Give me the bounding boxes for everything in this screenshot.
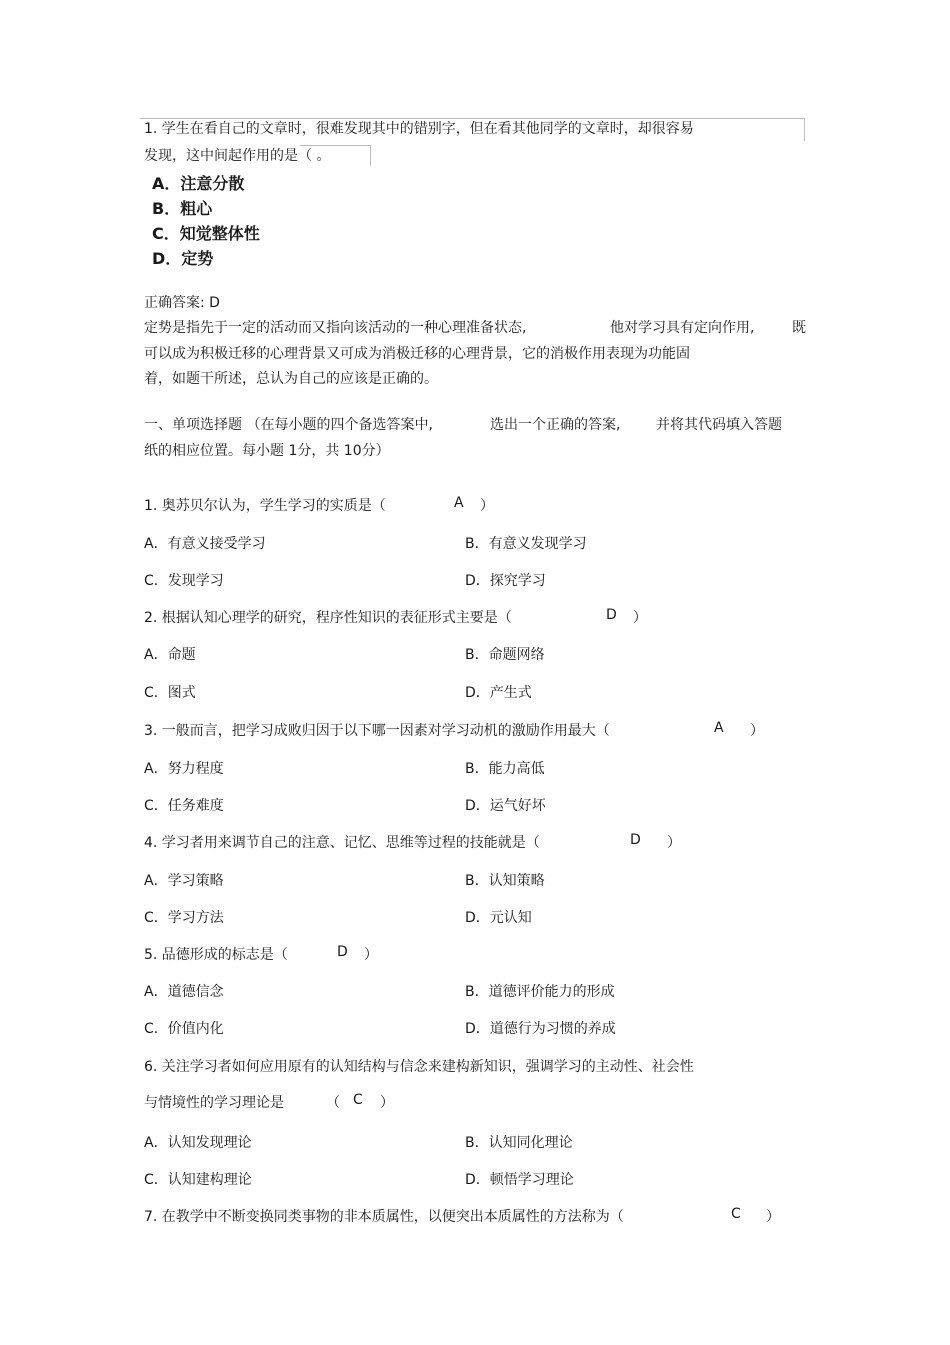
question-6-close: ） (380, 1095, 394, 1111)
question-3-option-a: A．努力程度 (144, 761, 224, 777)
question-5-answer: D (337, 944, 348, 960)
question-4-option-d: D．元认知 (465, 910, 532, 926)
question-2-option-d: D．产生式 (465, 685, 532, 701)
section-heading-a: 一、单项选择题 （在每小题的四个备选答案中, (144, 417, 433, 433)
question-1-option-a: A．有意义接受学习 (144, 536, 266, 552)
question-5-option-c: C．价值内化 (144, 1021, 224, 1037)
question-3-stem: 3. 一般而言，把学习成败归因于以下哪一因素对学习动机的激励作用最大（ (144, 723, 610, 739)
question-3-option-d: D．运气好坏 (465, 798, 546, 814)
question-3-option-c: C．任务难度 (144, 798, 224, 814)
question-5-close: ） (364, 947, 378, 963)
question-6-stem: 6. 关注学习者如何应用原有的认知结构与信念来建构新知识，强调学习的主动性、社会性 (144, 1059, 694, 1075)
question-6-option-b: B．认知同化理论 (465, 1135, 573, 1151)
question-5-option-d: D．道德行为习惯的养成 (465, 1021, 616, 1037)
question-1-stem: 1. 奥苏贝尔认为，学生学习的实质是（ (144, 498, 386, 514)
question-6-stem-line2: 与情境性的学习理论是 (144, 1095, 284, 1111)
question-1-option-c: C．发现学习 (144, 573, 224, 589)
question-6-option-a: A．认知发现理论 (144, 1135, 252, 1151)
intro-option-d: D．定势 (152, 249, 214, 268)
explanation-line1a: 定势是指先于一定的活动而又指向该活动的一种心理准备状态, (144, 320, 527, 336)
question-2-close: ） (633, 610, 647, 626)
question-2-answer: D (606, 607, 617, 623)
question-3-answer: A (714, 720, 724, 736)
question-5-stem: 5. 品德形成的标志是（ (144, 947, 288, 963)
question-6-answer: C (353, 1092, 363, 1108)
question-2-stem: 2. 根据认知心理学的研究，程序性知识的表征形式主要是（ (144, 610, 512, 626)
question-7-stem: 7. 在教学中不断变换同类事物的非本质属性，以便突出本质属性的方法称为（ (144, 1209, 624, 1225)
question-2-option-a: A．命题 (144, 647, 196, 663)
question-1-option-d: D．探究学习 (465, 573, 546, 589)
section-heading-c: 并将其代码填入答题 (656, 417, 782, 433)
intro-question-line1: 1. 学生在看自己的文章时，很难发现其中的错别字，但在看其他同学的文章时，却很容易 (144, 121, 694, 137)
question-1-option-b: B．有意义发现学习 (465, 536, 587, 552)
explanation-line1b: 他对学习具有定向作用, (610, 320, 755, 336)
question-2-option-b: B．命题网络 (465, 647, 545, 663)
intro-option-a: A．注意分散 (152, 174, 245, 193)
question-4-answer: D (630, 832, 641, 848)
question-6-option-d: D．顿悟学习理论 (465, 1172, 574, 1188)
question-5-option-a: A．道德信念 (144, 984, 224, 1000)
question-7-close: ） (766, 1209, 780, 1225)
correct-answer: 正确答案: D (144, 295, 220, 311)
question-4-option-c: C．学习方法 (144, 910, 224, 926)
intro-option-c: C．知觉整体性 (152, 224, 260, 243)
intro-question-line2: 发现，这中间起作用的是（ 。 (144, 148, 331, 164)
question-2-option-c: C．图式 (144, 685, 196, 701)
question-6-option-c: C．认知建构理论 (144, 1172, 252, 1188)
question-4-option-b: B．认知策略 (465, 873, 545, 889)
question-4-option-a: A．学习策略 (144, 873, 224, 889)
question-7-answer: C (731, 1206, 741, 1222)
question-6-open: （ (326, 1095, 340, 1111)
section-heading-b: 选出一个正确的答案, (490, 417, 621, 433)
intro-option-b: B．粗心 (152, 199, 213, 218)
question-4-close: ） (667, 835, 681, 851)
explanation-line1c: 既 (792, 320, 806, 336)
explanation-line2: 可以成为积极迁移的心理背景又可成为消极迁移的心理背景，它的消极作用表现为功能固 (144, 346, 690, 362)
question-1-close: ） (480, 498, 494, 514)
explanation-line3: 着，如题干所述，总认为自己的应该是正确的。 (144, 371, 438, 387)
question-3-option-b: B．能力高低 (465, 761, 545, 777)
question-1-answer: A (454, 495, 464, 511)
question-3-close: ） (750, 723, 764, 739)
question-4-stem: 4. 学习者用来调节自己的注意、记忆、思维等过程的技能就是（ (144, 835, 540, 851)
section-heading-line2: 纸的相应位置。每小题 1分，共 10分） (144, 443, 390, 459)
question-5-option-b: B．道德评价能力的形成 (465, 984, 615, 1000)
